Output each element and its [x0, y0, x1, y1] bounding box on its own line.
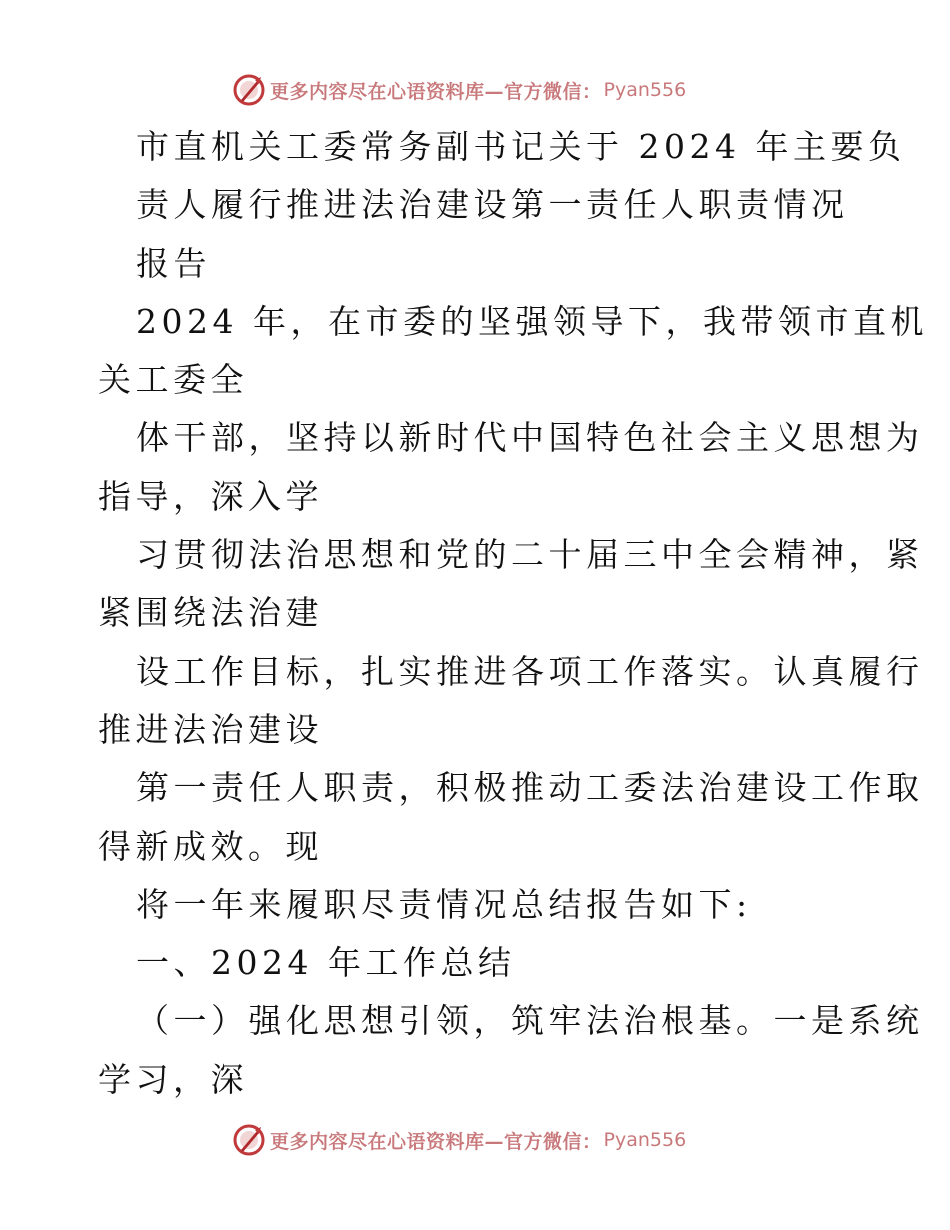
quill-logo-icon — [232, 73, 266, 107]
text-line: 2024 年，在市委的坚强领导下，我带领市直机 — [136, 301, 928, 341]
text-line: 习贯彻法治思想和党的二十届三中全会精神，紧 — [136, 535, 924, 575]
watermark-text: 更多内容尽在心语资料库—官方微信： — [270, 1130, 602, 1153]
text-line: 指导，深入学 — [98, 476, 323, 516]
text-line: 报告 — [136, 243, 211, 283]
document-body — [98, 118, 928, 1109]
text-line: 体干部，坚持以新时代中国特色社会主义思想为 — [136, 418, 924, 458]
text-line: 学习，深 — [98, 1059, 248, 1099]
text-line: 推进法治建设 — [98, 709, 323, 749]
watermark-account: Pyan556 — [603, 1129, 687, 1151]
text-line: 一、2024 年工作总结 — [136, 943, 516, 983]
text-line: 第一责任人职责，积极推动工委法治建设工作取 — [136, 768, 924, 808]
watermark-account: Pyan556 — [603, 79, 687, 101]
text-line: 紧围绕法治建 — [98, 593, 323, 633]
text-line: 将一年来履职尽责情况总结报告如下: — [136, 884, 752, 924]
quill-logo-icon — [232, 1123, 266, 1157]
watermark-text: 更多内容尽在心语资料库—官方微信： — [270, 80, 602, 103]
text-line: （一）强化思想引领，筑牢法治根基。一是系统 — [136, 1001, 924, 1041]
watermark-footer — [232, 1120, 686, 1160]
text-line: 得新成效。现 — [98, 826, 323, 866]
text-line: 责人履行推进法治建设第一责任人职责情况 — [136, 185, 849, 225]
text-line: 关工委全 — [98, 360, 248, 400]
text-line: 设工作目标，扎实推进各项工作落实。认真履行 — [136, 651, 924, 691]
watermark-header — [232, 70, 686, 110]
text-line: 市直机关工委常务副书记关于 2024 年主要负 — [136, 127, 906, 166]
